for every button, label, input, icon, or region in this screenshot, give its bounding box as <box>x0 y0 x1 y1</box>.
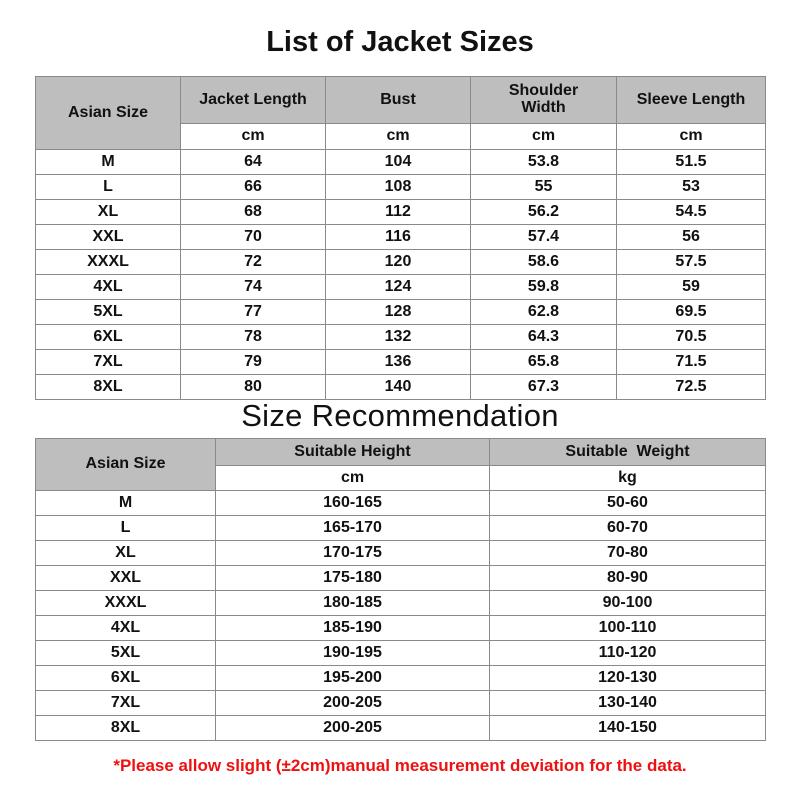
table-row <box>36 641 766 666</box>
table-row <box>36 691 766 716</box>
table-row <box>36 350 766 375</box>
value-cell: 116 <box>326 225 471 250</box>
column-header: Sleeve Length <box>617 77 766 124</box>
table-row <box>36 591 766 616</box>
value-cell: 55 <box>471 175 617 200</box>
table-row <box>36 566 766 591</box>
table-header-row <box>36 439 766 466</box>
unit-cell: cm <box>181 124 326 150</box>
size-cell: XL <box>36 200 181 225</box>
jacket-sizes-title: List of Jacket Sizes <box>266 26 534 58</box>
value-cell: 71.5 <box>617 350 766 375</box>
value-cell: 64 <box>181 150 326 175</box>
table-row <box>36 250 766 275</box>
size-cell: L <box>36 175 181 200</box>
size-cell: 7XL <box>36 691 216 716</box>
unit-cell: cm <box>471 124 617 150</box>
size-cell: 4XL <box>36 275 181 300</box>
value-cell: 160-165 <box>216 491 490 516</box>
value-cell: 50-60 <box>490 491 766 516</box>
value-cell: 70.5 <box>617 325 766 350</box>
value-cell: 140 <box>326 375 471 400</box>
size-cell: XXL <box>36 566 216 591</box>
column-header: Suitable Weight <box>490 439 766 466</box>
column-header: Asian Size <box>36 439 216 491</box>
value-cell: 72 <box>181 250 326 275</box>
unit-cell: cm <box>617 124 766 150</box>
size-cell: XXXL <box>36 591 216 616</box>
value-cell: 180-185 <box>216 591 490 616</box>
size-cell: 6XL <box>36 666 216 691</box>
size-cell: 8XL <box>36 375 181 400</box>
table-header-row <box>36 77 766 124</box>
value-cell: 69.5 <box>617 300 766 325</box>
value-cell: 70 <box>181 225 326 250</box>
value-cell: 100-110 <box>490 616 766 641</box>
size-cell: 5XL <box>36 300 181 325</box>
value-cell: 74 <box>181 275 326 300</box>
column-header: Jacket Length <box>181 77 326 124</box>
value-cell: 170-175 <box>216 541 490 566</box>
table-row <box>36 375 766 400</box>
value-cell: 56.2 <box>471 200 617 225</box>
value-cell: 53 <box>617 175 766 200</box>
size-cell: L <box>36 516 216 541</box>
value-cell: 90-100 <box>490 591 766 616</box>
value-cell: 112 <box>326 200 471 225</box>
table-row <box>36 225 766 250</box>
jacket-sizes-table <box>35 76 766 400</box>
value-cell: 200-205 <box>216 691 490 716</box>
value-cell: 130-140 <box>490 691 766 716</box>
value-cell: 64.3 <box>471 325 617 350</box>
table-row <box>36 666 766 691</box>
value-cell: 65.8 <box>471 350 617 375</box>
table-row <box>36 516 766 541</box>
size-cell: 7XL <box>36 350 181 375</box>
table-row <box>36 616 766 641</box>
value-cell: 51.5 <box>617 150 766 175</box>
value-cell: 54.5 <box>617 200 766 225</box>
value-cell: 165-170 <box>216 516 490 541</box>
value-cell: 59.8 <box>471 275 617 300</box>
unit-cell: kg <box>490 466 766 491</box>
size-cell: M <box>36 491 216 516</box>
value-cell: 108 <box>326 175 471 200</box>
value-cell: 185-190 <box>216 616 490 641</box>
table-row <box>36 275 766 300</box>
measurement-note: *Please allow slight (±2cm)manual measurement deviation for the data. <box>113 756 687 775</box>
value-cell: 78 <box>181 325 326 350</box>
value-cell: 66 <box>181 175 326 200</box>
size-cell: XL <box>36 541 216 566</box>
value-cell: 80 <box>181 375 326 400</box>
value-cell: 140-150 <box>490 716 766 741</box>
value-cell: 70-80 <box>490 541 766 566</box>
value-cell: 80-90 <box>490 566 766 591</box>
value-cell: 67.3 <box>471 375 617 400</box>
size-recommendation-title: Size Recommendation <box>241 398 559 433</box>
table-row <box>36 200 766 225</box>
table-row <box>36 541 766 566</box>
value-cell: 72.5 <box>617 375 766 400</box>
size-cell: 8XL <box>36 716 216 741</box>
value-cell: 175-180 <box>216 566 490 591</box>
size-cell: 6XL <box>36 325 181 350</box>
unit-cell: cm <box>216 466 490 491</box>
value-cell: 104 <box>326 150 471 175</box>
table-row <box>36 150 766 175</box>
table-row <box>36 325 766 350</box>
value-cell: 58.6 <box>471 250 617 275</box>
column-header: Shoulder Width <box>471 77 617 124</box>
size-cell: XXL <box>36 225 181 250</box>
value-cell: 77 <box>181 300 326 325</box>
value-cell: 136 <box>326 350 471 375</box>
table-row <box>36 300 766 325</box>
value-cell: 200-205 <box>216 716 490 741</box>
value-cell: 120-130 <box>490 666 766 691</box>
unit-cell: cm <box>326 124 471 150</box>
value-cell: 56 <box>617 225 766 250</box>
value-cell: 110-120 <box>490 641 766 666</box>
value-cell: 195-200 <box>216 666 490 691</box>
size-recommendation-table <box>35 438 766 741</box>
value-cell: 190-195 <box>216 641 490 666</box>
value-cell: 57.4 <box>471 225 617 250</box>
value-cell: 120 <box>326 250 471 275</box>
table-row <box>36 175 766 200</box>
column-header: Asian Size <box>36 77 181 150</box>
value-cell: 79 <box>181 350 326 375</box>
value-cell: 59 <box>617 275 766 300</box>
table-row <box>36 491 766 516</box>
value-cell: 128 <box>326 300 471 325</box>
column-header: Bust <box>326 77 471 124</box>
table-row <box>36 716 766 741</box>
size-cell: M <box>36 150 181 175</box>
size-cell: 4XL <box>36 616 216 641</box>
value-cell: 57.5 <box>617 250 766 275</box>
value-cell: 53.8 <box>471 150 617 175</box>
value-cell: 62.8 <box>471 300 617 325</box>
value-cell: 132 <box>326 325 471 350</box>
size-cell: XXXL <box>36 250 181 275</box>
column-header: Suitable Height <box>216 439 490 466</box>
value-cell: 124 <box>326 275 471 300</box>
size-cell: 5XL <box>36 641 216 666</box>
value-cell: 60-70 <box>490 516 766 541</box>
value-cell: 68 <box>181 200 326 225</box>
